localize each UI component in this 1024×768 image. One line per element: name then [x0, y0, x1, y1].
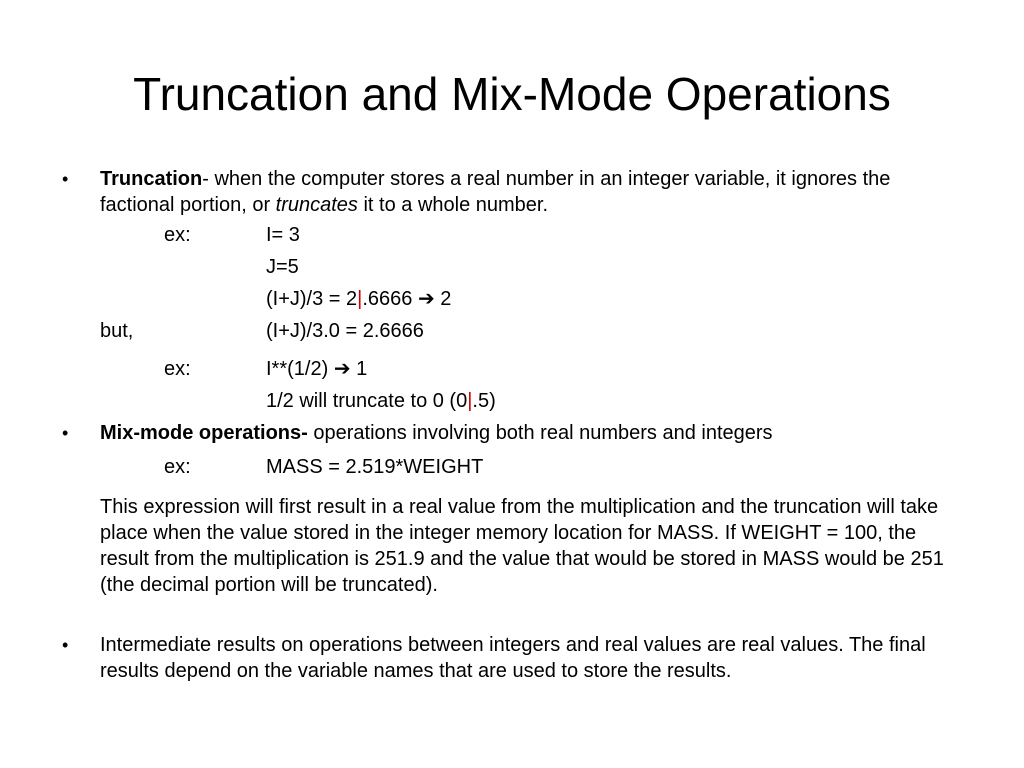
ex2-label: ex: — [164, 358, 191, 380]
ex1-line3-c: 2 — [434, 288, 452, 310]
bullet-marker: • — [62, 423, 69, 443]
ex1-highlight-bar: | — [357, 288, 363, 310]
ex3-value: MASS = 2.519*WEIGHT — [266, 456, 484, 478]
truncation-italic: truncates — [275, 194, 358, 216]
but-value: (I+J)/3.0 = 2.6666 — [266, 320, 424, 342]
term-mixmode: Mix-mode operations- — [100, 422, 308, 444]
ex1-line1: I= 3 — [266, 224, 300, 246]
bullet-truncation — [100, 166, 970, 218]
mixmode-paragraph: This expression will first result in a real value from the multiplication and the truncation will take place when the value stored in the integer memory location for MASS. If WEIGHT = 100, the result from the multiplication is 251.9 and the value that would be stored in MASS would be 251 (the decimal portion will be truncated). — [100, 496, 944, 596]
ex3-label: ex: — [164, 456, 191, 478]
bullet-marker: • — [62, 635, 69, 655]
ex2-line1-a: I**(1/2) — [266, 358, 334, 380]
bullet-intermediate: Intermediate results on operations between integers and real values are real values. The final results depend on the variable names that are used to store the results. — [100, 634, 926, 682]
bullet-mixmode — [100, 420, 970, 446]
ex2-line1-b: 1 — [350, 358, 368, 380]
ex2-line1 — [266, 356, 367, 382]
truncation-text-a: - when the computer stores a real number in an integer variable, it ignores the factional portion, or — [100, 168, 891, 216]
ex2-line2-b: .5) — [472, 390, 496, 412]
mixmode-text: operations involving both real numbers and integers — [307, 422, 773, 444]
ex1-line3-a: (I+J)/3 = 2 — [266, 288, 358, 310]
ex1-line3-b: .6666 — [362, 288, 418, 310]
ex1-line2: J=5 — [266, 256, 299, 278]
ex2-line2-a: 1/2 will truncate to 0 (0 — [266, 390, 468, 412]
right-arrow-icon: ➔ — [417, 288, 435, 310]
right-arrow-icon: ➔ — [333, 358, 351, 380]
ex2-line2 — [266, 388, 496, 414]
but-label: but, — [100, 320, 134, 342]
ex1-label: ex: — [164, 224, 191, 246]
ex2-highlight-bar: | — [467, 390, 473, 412]
bullet-marker: • — [62, 169, 69, 189]
slide-title: Truncation and Mix-Mode Operations — [133, 68, 891, 120]
ex1-line3 — [266, 286, 451, 312]
truncation-text-b: it to a whole number. — [357, 194, 549, 216]
term-truncation: Truncation — [100, 168, 203, 190]
